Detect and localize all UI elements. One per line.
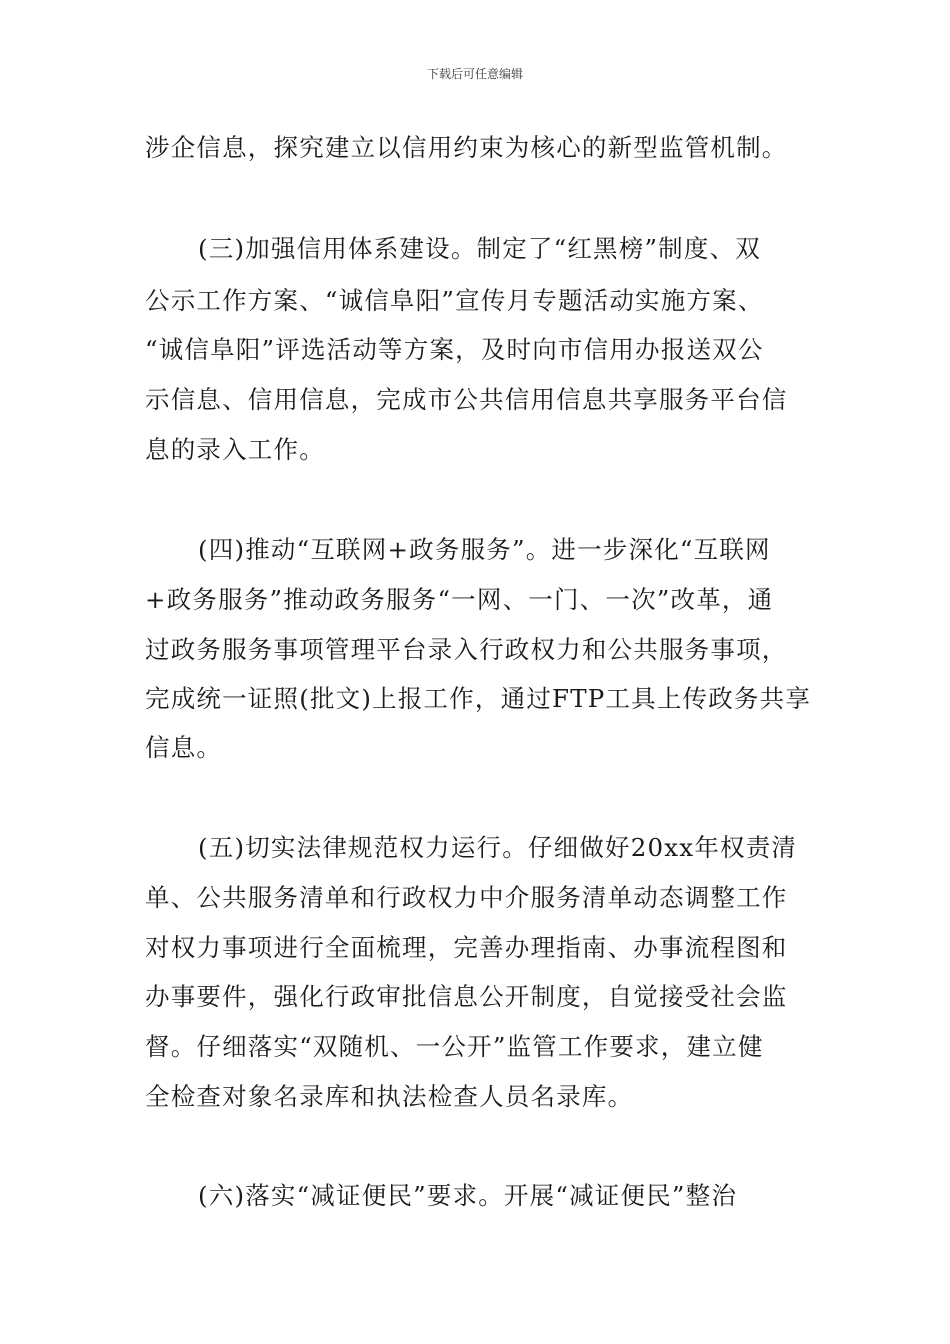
paragraph-line: 办事要件，强化行政审批信息公开制度，自觉接受社会监 [145, 982, 788, 1011]
paragraph-line: 息的录入工作。 [145, 435, 325, 464]
paragraph-line: 对权力事项进行全面梳理，完善办理指南、办事流程图和 [145, 933, 788, 962]
paragraph-line: 过政务服务事项管理平台录入行政权力和公共服务事项， [145, 635, 788, 664]
paragraph-line: 公示工作方案、“诚信阜阳”宣传月专题活动实施方案、 [145, 286, 764, 315]
paragraph-line: 涉企信息，探究建立以信用约束为核心的新型监管机制。 [145, 133, 788, 162]
paragraph-line: 信息。 [145, 733, 223, 762]
paragraph-line: “诚信阜阳”评选活动等方案，及时向市信用办报送双公 [145, 335, 764, 364]
paragraph-line: 示信息、信用信息，完成市公共信用信息共享服务平台信 [145, 385, 788, 414]
paragraph-line: (三)加强信用体系建设。制定了“红黑榜”制度、双 [198, 234, 761, 263]
paragraph-line: 单、公共服务清单和行政权力中介服务清单动态调整工作 [145, 883, 788, 912]
paragraph-line: (六)落实“减证便民”要求。开展“减证便民”整治 [198, 1181, 738, 1210]
paragraph-line: 完成统一证照(批文)上报工作，通过FTP工具上传政务共享 [145, 684, 812, 713]
page-header: 下载后可任意编辑 [426, 67, 523, 81]
paragraph-line: 全检查对象名录库和执法检查人员名录库。 [145, 1082, 634, 1111]
paragraph-line: (四)推动“互联网+政务服务”。进一步深化“互联网 [198, 535, 771, 564]
paragraph-line: (五)切实法律规范权力运行。仔细做好20xx年权责清 [198, 833, 798, 862]
paragraph-line: +政务服务”推动政务服务“一网、一门、一次”改革，通 [145, 585, 774, 614]
paragraph-line: 督。仔细落实“双随机、一公开”监管工作要求，建立健 [145, 1032, 764, 1061]
